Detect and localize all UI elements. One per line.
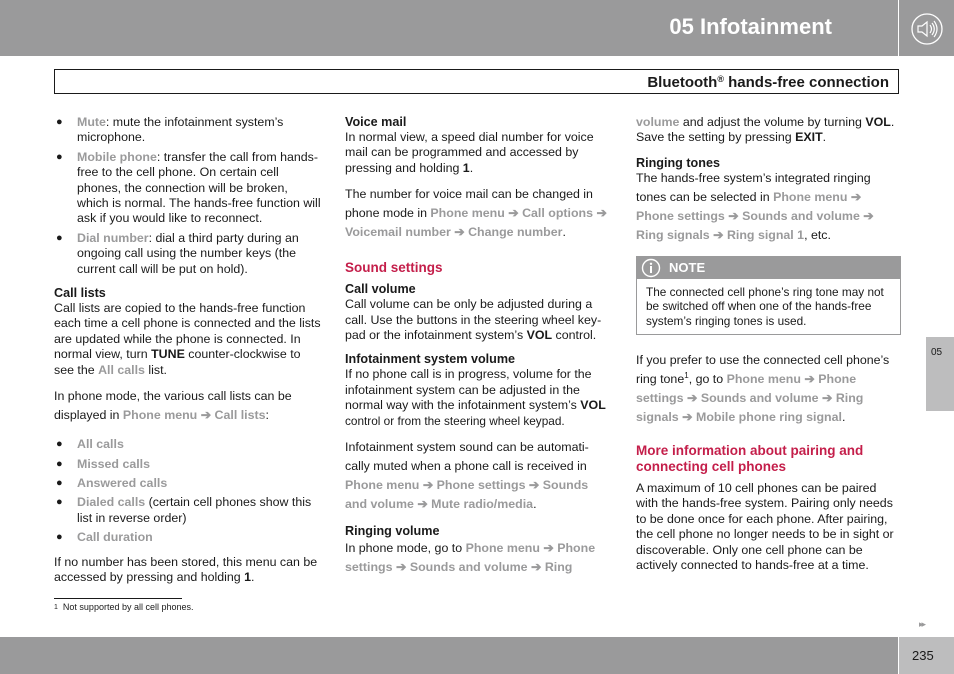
chapter-title: 05 Infotainment (669, 14, 832, 39)
list-item: ● All calls (56, 437, 124, 452)
note-box (636, 256, 901, 335)
list-item: ● Dialed calls (certain cell phones show this list in reverse order) (56, 495, 312, 525)
footnote-rule (54, 598, 182, 599)
voice-mail-heading: Voice mail (345, 115, 407, 129)
sound-settings-heading: Sound settings (345, 260, 443, 276)
phone-mode-paragraph: In phone mode, the various call lists can be displayed in Phone menu ➔ Call lists: (54, 389, 292, 423)
page-number-box (899, 637, 954, 674)
ringing-tones-heading: Ringing tones (636, 155, 720, 170)
footnote: $^1$ Not supported by all cell phones. (54, 602, 194, 612)
speaker-sound-icon (910, 12, 944, 46)
info-icon (640, 258, 662, 278)
volume-continuation-paragraph: volume and adjust the volume by turning VOL. Save the setting by pressing EXIT. (636, 115, 895, 145)
ringing-volume-paragraph: In phone mode, go to Phone menu ➔ Phone settings ➔ Sounds and volume ➔ Ring (345, 541, 596, 575)
infotainment-volume-heading: Infotainment system volume (345, 352, 516, 367)
next-page-icon: ▸▸ (919, 619, 925, 629)
voice-mail-change-paragraph: The number for voice mail can be changed in phone mode in Phone menu ➔ Call options ➔ Voicemail number ➔ Change number. (345, 187, 607, 240)
section-title: Bluetooth® hands-free connection (647, 74, 889, 91)
voice-mail-paragraph: In normal view, a speed dial number for voice mail can be programmed and accessed by pressing and holding 1. (345, 130, 594, 175)
no-number-paragraph: If no number has been stored, this menu can be accessed by pressing and holding 1. (54, 554, 318, 584)
more-info-paragraph: A maximum of 10 cell phones can be paired with the hands-free system. Pairing only needs to be done once for each phone. After pairing, the cell phone no longer needs to be in sight or discoverable. Only one cell phone can be actively connected to hands-free at a time. (636, 481, 894, 573)
footer-bar (0, 637, 898, 674)
list-item: ● Mute: mute the infotainment system’s microphone. (56, 115, 284, 145)
list-item: ● Mobile phone: transfer the call from hands-free to the cell phone. On certain cell phones, the connection will be broken, which is normal. The hands-free function will ask if you would like to reconnect. (56, 149, 321, 226)
call-volume-paragraph: Call volume can be only be adjusted during a call. Use the buttons in the steering wheel key-pad or the infotainment system’s VOL control. (345, 297, 602, 343)
header-bar (0, 0, 898, 56)
auto-mute-paragraph: Infotainment system sound can be automati-cally muted when a phone call is received in Phone menu ➔ Phone settings ➔ Sounds and volume ➔ Mute radio/media. (345, 440, 589, 512)
note-header (637, 257, 900, 279)
column-1 (54, 115, 322, 594)
chapter-side-tab: 05 (926, 337, 954, 411)
note-text: The connected cell phone’s ring tone may not be switched off when one of the hands-free system’s ringing tones is used. (646, 284, 884, 328)
call-lists-list (54, 437, 322, 545)
section-header (54, 69, 899, 94)
list-item: ● Dial number: dial a third party during an ongoing call using the number keys (the current call will be put on hold). (56, 230, 299, 276)
list-item: ● Missed calls (56, 456, 151, 471)
list-item: ● Answered calls (56, 475, 168, 490)
column-2 (345, 115, 611, 586)
column-3 (636, 115, 901, 582)
infotainment-volume-paragraph: If no phone call is in progress, volume for the infotainment system can be adjusted in the normal way with the infotainment system’s VOL control or from the steering wheel keypad. (345, 367, 606, 428)
call-lists-paragraph: Call lists are copied to the hands-free function each time a cell phone is connected and the lists are updated while the phone is connected. In normal view, turn TUNE counter-clockwise to see the All calls list. (54, 301, 321, 377)
speaker-icon-box (899, 0, 954, 56)
list-item: ● Call duration (56, 530, 153, 545)
ringing-tones-paragraph: The hands-free system’s integrated ringing tones can be selected in Phone menu ➔ Phone settings ➔ Sounds and volume ➔ Ring signals ➔ Ring signal 1, etc. (636, 170, 874, 242)
call-lists-heading: Call lists (54, 286, 106, 301)
page-number: 235 (912, 648, 934, 663)
phone-ring-tone-paragraph: If you prefer to use the connected cell phone’s ring tone$^1$, go to Phone menu ➔ Phone settings ➔ Sounds and volume ➔ Ring signals ➔ Mobile phone ring signal. (636, 353, 890, 425)
option-list (54, 115, 322, 277)
more-info-heading: More information about pairing and connecting cell phones (636, 443, 864, 475)
ringing-volume-heading: Ringing volume (345, 524, 440, 539)
call-volume-heading: Call volume (345, 282, 416, 297)
note-label: NOTE (669, 259, 706, 275)
